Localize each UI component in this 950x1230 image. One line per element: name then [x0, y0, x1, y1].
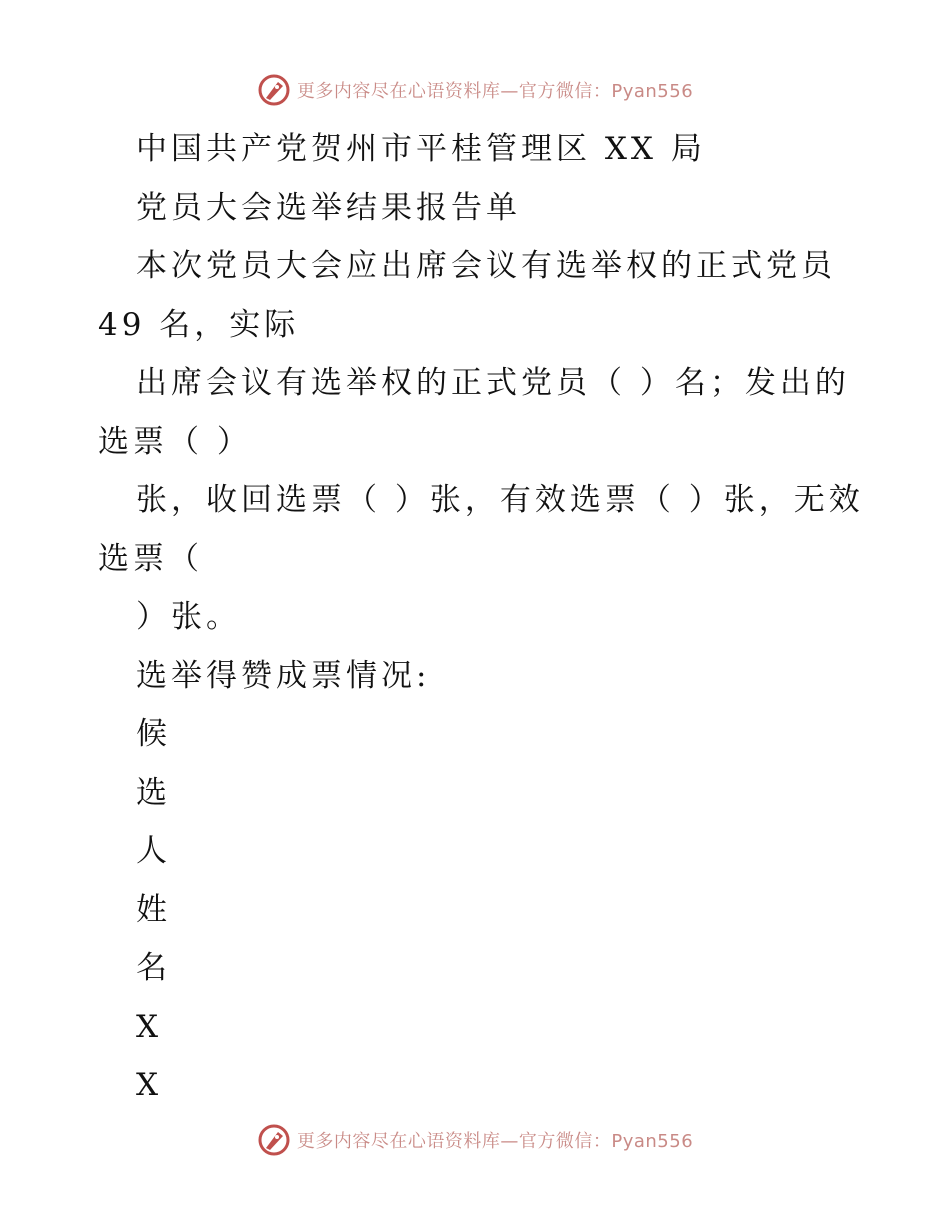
document-line: 名 [136, 950, 171, 986]
document-line: 中国共产党贺州市平桂管理区 XX 局 [136, 131, 706, 167]
header-watermark [0, 70, 950, 110]
document-line: 候 [136, 716, 171, 752]
document-line: 本次党员大会应出席会议有选举权的正式党员 [136, 248, 836, 284]
document-line: 选票（ [98, 540, 203, 577]
pen-nib-logo-icon [257, 73, 291, 107]
document-line: 选 [136, 774, 171, 811]
document-body [98, 120, 868, 1115]
document-line: 选举得赞成票情况: [136, 657, 431, 694]
document-line: X [136, 1008, 163, 1045]
footer-watermark [0, 1120, 950, 1160]
document-line: 49 名，实际 [98, 306, 300, 343]
watermark-text: 更多内容尽在心语资料库—官方微信：Pyan556 [296, 81, 694, 102]
watermark-text: 更多内容尽在心语资料库—官方微信：Pyan556 [296, 1131, 694, 1152]
document-line: 出席会议有选举权的正式党员（ ）名；发出的 [136, 365, 850, 401]
document-line: 党员大会选举结果报告单 [136, 189, 521, 226]
document-line: 人 [136, 833, 171, 869]
document-line: 姓 [136, 891, 171, 928]
document-line: 选票（ ） [98, 423, 252, 460]
document-line: ）张。 [136, 599, 241, 635]
document-line: 张，收回选票（ ）张，有效选票（ ）张，无效 [136, 482, 864, 518]
pen-nib-logo-icon [257, 1123, 291, 1157]
document-line: X [136, 1067, 163, 1103]
